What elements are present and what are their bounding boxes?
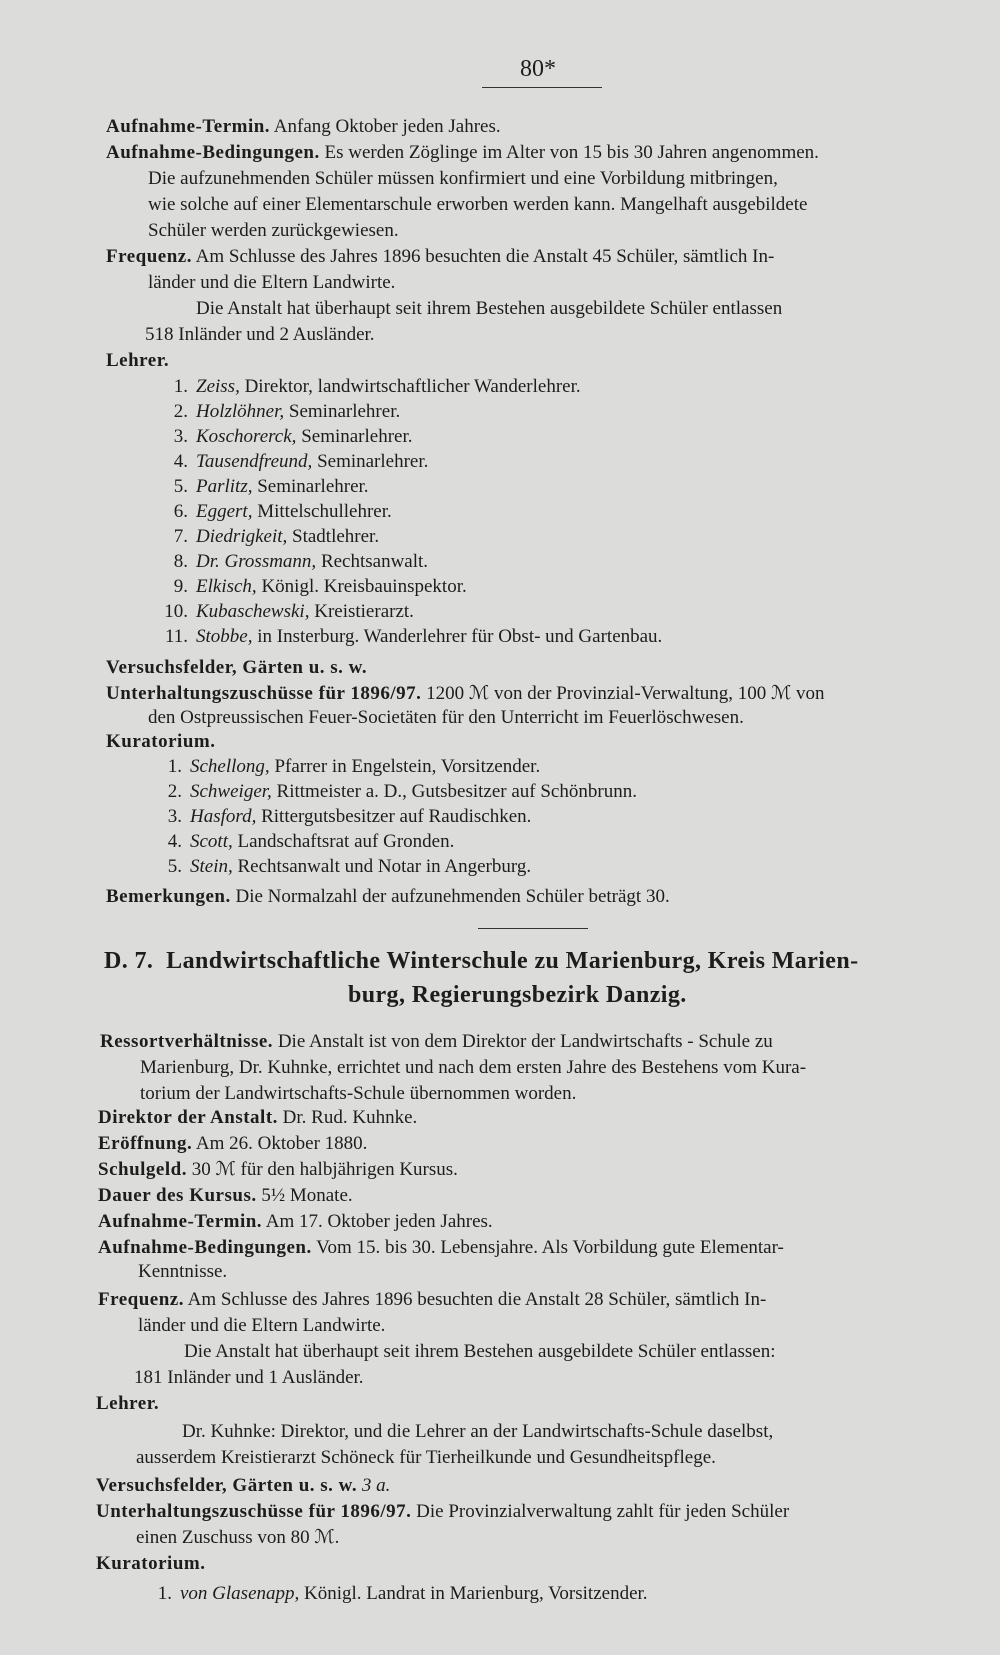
lehrer-item: 4. Tausendfreund, Seminarlehrer. bbox=[173, 451, 429, 472]
lehrer-item: 11. Stobbe, in Insterburg. Wanderlehrer für Obst- und Gartenbau. bbox=[164, 626, 663, 647]
versuchsfelder-heading: Versuchsfelder, Gärten u. s. w. bbox=[106, 657, 368, 678]
kuratorium-item: 2. Schweiger, Rittmeister a. D., Gutsbesitzer auf Schönbrunn. bbox=[167, 781, 637, 802]
lehrer-item: 6. Eggert, Mittelschullehrer. bbox=[173, 501, 392, 522]
aufnahme-bedingungen-line: Aufnahme-Bedingungen. Es werden Zöglinge im Alter von 15 bis 30 Jahren angenommen. bbox=[106, 142, 819, 163]
paragraph-line: Die Anstalt hat überhaupt seit ihrem Bestehen ausgebildete Schüler entlassen bbox=[196, 298, 783, 319]
kuratorium-item: 3. Hasford, Rittergutsbesitzer auf Raudischken. bbox=[167, 806, 532, 827]
eroeffnung-line: Eröffnung. Am 26. Oktober 1880. bbox=[98, 1133, 368, 1154]
lehrer-heading: Lehrer. bbox=[106, 350, 170, 371]
lehrer-item: 3. Koschorerck, Seminarlehrer. bbox=[173, 426, 413, 447]
lehrer-item: 8. Dr. Grossmann, Rechtsanwalt. bbox=[173, 551, 429, 572]
paragraph-line: Dr. Kuhnke: Direktor, und die Lehrer an der Landwirtschafts-Schule daselbst, bbox=[182, 1421, 774, 1442]
section-heading: D. 7. Landwirtschaftliche Winterschule zu Marienburg, Kreis Marien- bbox=[104, 948, 859, 974]
schulgeld-line: Schulgeld. 30 ℳ für den halbjährigen Kursus. bbox=[98, 1159, 458, 1180]
aufnahme-bedingungen-2-line: Aufnahme-Bedingungen. Vom 15. bis 30. Lebensjahre. Als Vorbildung gute Elementar- bbox=[98, 1237, 784, 1258]
kuratorium-item: 5. Stein, Rechtsanwalt und Notar in Angerburg. bbox=[167, 856, 532, 877]
paragraph-line: 181 Inländer und 1 Ausländer. bbox=[134, 1367, 364, 1388]
kuratorium-heading: Kuratorium. bbox=[106, 731, 216, 752]
lehrer-item: 1. Zeiss, Direktor, landwirtschaftlicher Wanderlehrer. bbox=[173, 376, 581, 397]
paragraph-line: ausserdem Kreistierarzt Schöneck für Tierheilkunde und Gesundheitspflege. bbox=[136, 1447, 716, 1468]
lehrer-item: 7. Diedrigkeit, Stadtlehrer. bbox=[173, 526, 380, 547]
unterhalt-line: Unterhaltungszuschüsse für 1896/97. 1200 ℳ von der Provinzial-Verwaltung, 100 ℳ von bbox=[106, 683, 825, 704]
page-number: 80* bbox=[520, 56, 556, 82]
kuratorium-item: 1. von Glasenapp, Königl. Landrat in Marienburg, Vorsitzender. bbox=[157, 1583, 648, 1604]
frequenz-2-line: Frequenz. Am Schlusse des Jahres 1896 besuchten die Anstalt 28 Schüler, sämtlich In- bbox=[98, 1289, 767, 1310]
frequenz-line: Frequenz. Am Schlusse des Jahres 1896 besuchten die Anstalt 45 Schüler, sämtlich In- bbox=[106, 246, 775, 267]
lehrer-item: 2. Holzlöhner, Seminarlehrer. bbox=[173, 401, 401, 422]
bemerkungen-line: Bemerkungen. Die Normalzahl der aufzunehmenden Schüler beträgt 30. bbox=[106, 886, 670, 907]
section-heading-cont: burg, Regierungsbezirk Danzig. bbox=[348, 982, 687, 1008]
kuratorium-2-heading: Kuratorium. bbox=[96, 1553, 206, 1574]
aufnahme-termin-2-line: Aufnahme-Termin. Am 17. Oktober jeden Jahres. bbox=[98, 1211, 493, 1232]
paragraph-line: Die aufzunehmenden Schüler müssen konfirmiert und eine Vorbildung mitbringen, bbox=[148, 168, 778, 189]
paragraph-line: Marienburg, Dr. Kuhnke, errichtet und nach dem ersten Jahre des Bestehens vom Kura- bbox=[140, 1057, 807, 1078]
aufnahme-termin-line: Aufnahme-Termin. Anfang Oktober jeden Jahres. bbox=[106, 116, 501, 137]
unterhalt-2-line: Unterhaltungszuschüsse für 1896/97. Die Provinzialverwaltung zahlt für jeden Schüler bbox=[96, 1501, 790, 1522]
lehrer-item: 9. Elkisch, Königl. Kreisbauinspektor. bbox=[173, 576, 467, 597]
paragraph-line: torium der Landwirtschafts-Schule übernommen worden. bbox=[140, 1083, 577, 1104]
versuchsfelder-2-line: Versuchsfelder, Gärten u. s. w. 3 a. bbox=[96, 1475, 391, 1496]
paragraph-line: 518 Inländer und 2 Ausländer. bbox=[145, 324, 375, 345]
kuratorium-item: 4. Scott, Landschaftsrat auf Gronden. bbox=[167, 831, 455, 852]
lehrer-2-heading: Lehrer. bbox=[96, 1393, 160, 1414]
paragraph-line: den Ostpreussischen Feuer-Societäten für den Unterricht im Feuerlöschwesen. bbox=[148, 707, 744, 728]
paragraph-line: Kenntnisse. bbox=[138, 1261, 228, 1282]
paragraph-line: einen Zuschuss von 80 ℳ. bbox=[136, 1527, 340, 1548]
lehrer-item: 5. Parlitz, Seminarlehrer. bbox=[173, 476, 369, 497]
lehrer-item: 10. Kubaschewski, Kreistierarzt. bbox=[164, 601, 414, 622]
paragraph-line: Schüler werden zurückgewiesen. bbox=[148, 220, 399, 241]
paragraph-line: länder und die Eltern Landwirte. bbox=[148, 272, 396, 293]
kuratorium-item: 1. Schellong, Pfarrer in Engelstein, Vorsitzender. bbox=[167, 756, 541, 777]
ressort-line: Ressortverhältnisse. Die Anstalt ist von dem Direktor der Landwirtschafts - Schule zu bbox=[100, 1031, 773, 1052]
paragraph-line: länder und die Eltern Landwirte. bbox=[138, 1315, 386, 1336]
dauer-line: Dauer des Kursus. 5½ Monate. bbox=[98, 1185, 353, 1206]
paragraph-line: Die Anstalt hat überhaupt seit ihrem Bestehen ausgebildete Schüler entlassen: bbox=[184, 1341, 776, 1362]
direktor-line: Direktor der Anstalt. Dr. Rud. Kuhnke. bbox=[98, 1107, 418, 1128]
section-rule bbox=[478, 928, 588, 929]
header-rule bbox=[482, 87, 602, 88]
paragraph-line: wie solche auf einer Elementarschule erworben werden kann. Mangelhaft ausgebildete bbox=[148, 194, 808, 215]
